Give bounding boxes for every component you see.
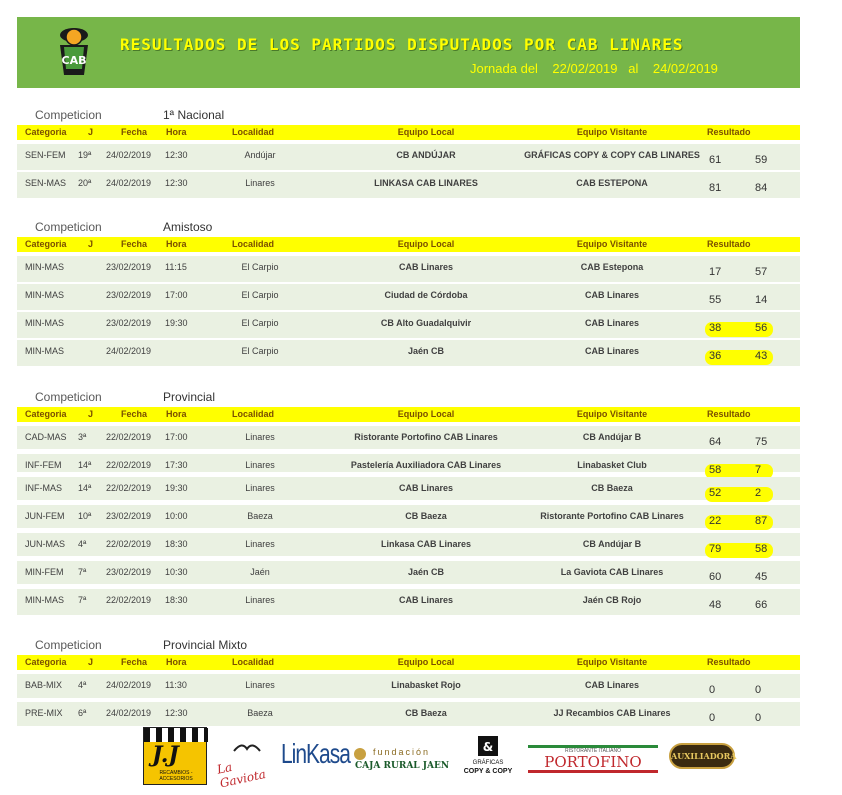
category-cell: MIN-FEM: [25, 567, 64, 577]
header-fecha: Fecha: [121, 409, 148, 419]
home-team-cell: Linkasa CAB Linares: [380, 539, 472, 549]
away-team-cell: GRÁFICAS COPY & COPY CAB LINARES: [524, 150, 700, 160]
round-cell: 19ª: [78, 150, 92, 160]
category-cell: MIN-MAS: [25, 595, 64, 605]
date-cell: 22/02/2019: [106, 483, 152, 493]
away-team-cell: Ristorante Portofino CAB Linares: [540, 511, 684, 521]
home-score: 52: [709, 487, 722, 499]
home-team-cell: CAB Linares: [398, 483, 453, 493]
away-team-cell: Jaén CB Rojo: [582, 595, 642, 605]
round-cell: 14ª: [78, 460, 92, 470]
venue-cell: Linares: [245, 680, 275, 690]
header-categoria: Categoria: [25, 127, 67, 137]
header-categoria: Categoria: [25, 409, 67, 419]
venue-cell: Linares: [245, 595, 275, 605]
venue-cell: El Carpio: [241, 318, 279, 328]
round-cell: 10ª: [78, 511, 92, 521]
category-cell: MIN-MAS: [25, 262, 64, 272]
header-j: J: [88, 127, 94, 137]
date-cell: 24/02/2019: [106, 708, 152, 718]
table-row: [17, 256, 800, 282]
date-cell: 24/02/2019: [106, 150, 152, 160]
sponsor-bar: [143, 727, 743, 791]
jj-recambios-logo: J.J RECAMBIOS - ACCESORIOS: [143, 727, 207, 785]
category-cell: SEN-MAS: [25, 178, 67, 188]
date-cell: 23/02/2019: [106, 511, 152, 521]
competition-name: Provincial: [163, 390, 216, 404]
home-team-cell: Pastelería Auxiliadora CAB Linares: [350, 460, 502, 470]
venue-cell: El Carpio: [241, 346, 279, 356]
round-cell: 6ª: [78, 708, 87, 718]
table-row: [17, 172, 800, 198]
caja-rural-icon: [353, 747, 367, 761]
competition-label: Competicion: [35, 390, 102, 404]
time-cell: 11:15: [165, 262, 187, 272]
away-score: 45: [755, 571, 768, 583]
svg-text:&: &: [482, 740, 494, 754]
away-team-cell: La Gaviota CAB Linares: [560, 567, 664, 577]
home-team-cell: Linabasket Rojo: [391, 680, 461, 690]
home-score: 48: [709, 599, 722, 611]
away-team-cell: CAB Linares: [584, 680, 639, 690]
home-team-cell: Jaén CB: [407, 567, 444, 577]
competition-label: Competicion: [35, 220, 102, 234]
header-local: Equipo Local: [397, 657, 455, 667]
date-cell: 22/02/2019: [106, 432, 152, 442]
header-hora: Hora: [166, 657, 187, 667]
category-cell: INF-MAS: [25, 483, 62, 493]
round-cell: 4ª: [78, 680, 87, 690]
home-team-cell: LINKASA CAB LINARES: [374, 178, 478, 188]
competition-label: Competicion: [35, 638, 102, 652]
table-row: [17, 561, 800, 584]
home-score: 64: [709, 436, 722, 448]
away-team-cell: CAB Linares: [584, 290, 639, 300]
home-score: 81: [709, 182, 722, 194]
home-team-cell: CAB Linares: [398, 262, 453, 272]
venue-cell: Jaén: [250, 567, 270, 577]
away-team-cell: CAB ESTEPONA: [576, 178, 648, 188]
away-score: 66: [755, 599, 768, 611]
venue-cell: Linares: [245, 483, 275, 493]
table-row: [17, 340, 800, 366]
time-cell: 10:00: [165, 511, 188, 521]
header-j: J: [88, 239, 94, 249]
table-row: [17, 589, 800, 615]
home-score: 79: [709, 543, 722, 555]
table-row: [17, 533, 800, 556]
header-hora: Hora: [166, 409, 187, 419]
date-cell: 24/02/2019: [106, 178, 152, 188]
round-cell: 7ª: [78, 595, 87, 605]
time-cell: 17:00: [165, 290, 188, 300]
category-cell: MIN-MAS: [25, 346, 64, 356]
round-cell: 20ª: [78, 178, 92, 188]
table-row: [17, 454, 800, 476]
away-score: 84: [755, 182, 768, 194]
caja-rural-logo: fundación CAJA RURAL JAEN: [355, 747, 450, 771]
date-cell: 23/02/2019: [106, 262, 152, 272]
away-team-cell: Linabasket Club: [577, 460, 647, 470]
header-fecha: Fecha: [121, 657, 148, 667]
home-team-cell: CB ANDÚJAR: [396, 150, 456, 160]
header-localidad: Localidad: [232, 239, 275, 249]
round-cell: 7ª: [78, 567, 87, 577]
date-cell: 24/02/2019: [106, 346, 152, 356]
date-cell: 23/02/2019: [106, 567, 152, 577]
venue-cell: Andújar: [244, 150, 276, 160]
header-localidad: Localidad: [232, 657, 275, 667]
time-cell: 18:30: [165, 595, 188, 605]
venue-cell: Baeza: [247, 511, 273, 521]
header-localidad: Localidad: [232, 409, 275, 419]
home-team-cell: Ciudad de Córdoba: [384, 290, 468, 300]
venue-cell: Linares: [245, 460, 275, 470]
home-score: 55: [709, 294, 722, 306]
away-team-cell: CB Baeza: [591, 483, 633, 493]
header-fecha: Fecha: [121, 239, 148, 249]
linkasa-logo: LinKasa: [281, 739, 350, 770]
category-cell: MIN-MAS: [25, 290, 64, 300]
venue-cell: El Carpio: [241, 290, 279, 300]
time-cell: 12:30: [165, 178, 188, 188]
home-team-cell: CB Baeza: [405, 708, 447, 718]
away-team-cell: CAB Linares: [584, 346, 639, 356]
time-cell: 19:30: [165, 318, 188, 328]
header-categoria: Categoria: [25, 239, 67, 249]
table-header: [17, 407, 800, 422]
header-localidad: Localidad: [232, 127, 275, 137]
header-fecha: Fecha: [121, 127, 148, 137]
table-header: [17, 125, 800, 140]
time-cell: 12:30: [165, 708, 188, 718]
away-score: 2: [755, 487, 762, 499]
away-team-cell: CAB Linares: [584, 318, 639, 328]
home-score: 38: [709, 322, 722, 334]
away-score: 59: [755, 154, 768, 166]
header-resultado: Resultado: [707, 409, 751, 419]
copy-and-copy-logo: & GRÁFICAS COPY & COPY: [456, 735, 520, 785]
home-score: 58: [709, 464, 722, 476]
table-row: [17, 477, 800, 500]
category-cell: SEN-FEM: [25, 150, 66, 160]
home-score: 0: [709, 684, 716, 696]
home-team-cell: CB Baeza: [405, 511, 447, 521]
away-score: 43: [755, 350, 768, 362]
time-cell: 18:30: [165, 539, 188, 549]
header-categoria: Categoria: [25, 657, 67, 667]
table-row: [17, 505, 800, 528]
away-score: 75: [755, 436, 768, 448]
table-header: [17, 237, 800, 252]
header-j: J: [88, 657, 94, 667]
date-cell: 24/02/2019: [106, 680, 152, 690]
cab-logo: [52, 25, 96, 81]
table-row: [17, 284, 800, 310]
date-cell: 22/02/2019: [106, 539, 152, 549]
date-cell: 22/02/2019: [106, 595, 152, 605]
table-row: [17, 674, 800, 698]
home-team-cell: Ristorante Portofino CAB Linares: [354, 432, 498, 442]
venue-cell: Baeza: [247, 708, 273, 718]
home-score: 36: [709, 350, 722, 362]
jornada-dates: Jornada del 22/02/2019 al 24/02/2019: [470, 61, 718, 76]
away-team-cell: CB Andújar B: [582, 432, 642, 442]
competition-name: Provincial Mixto: [163, 638, 248, 652]
auxiliadora-logo: AUXILIADORA: [669, 743, 735, 769]
time-cell: 17:30: [165, 460, 188, 470]
category-cell: PRE-MIX: [25, 708, 63, 718]
time-cell: 17:00: [165, 432, 188, 442]
round-cell: 4ª: [78, 539, 87, 549]
round-cell: 14ª: [78, 483, 92, 493]
portofino-logo: RISTORANTE ITALIANO PORTOFINO: [528, 745, 658, 773]
venue-cell: Linares: [245, 539, 275, 549]
category-cell: MIN-MAS: [25, 318, 64, 328]
header-visitante: Equipo Visitante: [576, 127, 648, 137]
away-score: 58: [755, 543, 768, 555]
round-cell: 3ª: [78, 432, 87, 442]
away-score: 57: [755, 266, 768, 278]
header-visitante: Equipo Visitante: [576, 657, 648, 667]
home-score: 60: [709, 571, 722, 583]
header-hora: Hora: [166, 127, 187, 137]
time-cell: 11:30: [165, 680, 187, 690]
venue-cell: Linares: [245, 178, 275, 188]
header-hora: Hora: [166, 239, 187, 249]
header-local: Equipo Local: [397, 409, 455, 419]
header-resultado: Resultado: [707, 657, 751, 667]
category-cell: JUN-FEM: [25, 511, 65, 521]
time-cell: 10:30: [165, 567, 188, 577]
home-score: 17: [709, 266, 722, 278]
venue-cell: Linares: [245, 432, 275, 442]
competition-name: Amistoso: [163, 220, 213, 234]
away-score: 7: [755, 464, 762, 476]
away-score: 14: [755, 294, 768, 306]
copy-icon: [477, 735, 499, 757]
time-cell: 12:30: [165, 150, 188, 160]
category-cell: INF-FEM: [25, 460, 62, 470]
date-cell: 23/02/2019: [106, 318, 152, 328]
header-visitante: Equipo Visitante: [576, 239, 648, 249]
table-row: [17, 426, 800, 449]
date-cell: 22/02/2019: [106, 460, 152, 470]
away-team-cell: JJ Recambios CAB Linares: [553, 708, 671, 718]
table-header: [17, 655, 800, 670]
competition-name: 1ª Nacional: [163, 108, 225, 122]
table-row: [17, 144, 800, 170]
header-local: Equipo Local: [397, 239, 455, 249]
away-team-cell: CAB Estepona: [580, 262, 644, 272]
competition-label: Competicion: [35, 108, 102, 122]
time-cell: 19:30: [165, 483, 188, 493]
header-resultado: Resultado: [707, 127, 751, 137]
page-title: RESULTADOS DE LOS PARTIDOS DISPUTADOS POR CAB LINARES: [120, 35, 684, 54]
logo-text: CAB: [61, 54, 87, 67]
home-score: 22: [709, 515, 722, 527]
table-row: [17, 312, 800, 338]
away-team-cell: CB Andújar B: [582, 539, 642, 549]
home-score: 61: [709, 154, 722, 166]
header-j: J: [88, 409, 94, 419]
category-cell: CAD-MAS: [25, 432, 67, 442]
date-cell: 23/02/2019: [106, 290, 152, 300]
away-score: 0: [755, 712, 762, 724]
away-score: 87: [755, 515, 768, 527]
category-cell: BAB-MIX: [25, 680, 63, 690]
home-team-cell: CAB Linares: [398, 595, 453, 605]
home-team-cell: CB Alto Guadalquivir: [380, 318, 472, 328]
home-score: 0: [709, 712, 716, 724]
header-resultado: Resultado: [707, 239, 751, 249]
category-cell: JUN-MAS: [25, 539, 65, 549]
away-score: 0: [755, 684, 762, 696]
away-score: 56: [755, 322, 768, 334]
table-row: [17, 702, 800, 726]
header-visitante: Equipo Visitante: [576, 409, 648, 419]
venue-cell: El Carpio: [241, 262, 279, 272]
la-gaviota-logo: La Gaviota: [218, 741, 273, 781]
home-team-cell: Jaén CB: [407, 346, 444, 356]
header-local: Equipo Local: [397, 127, 455, 137]
